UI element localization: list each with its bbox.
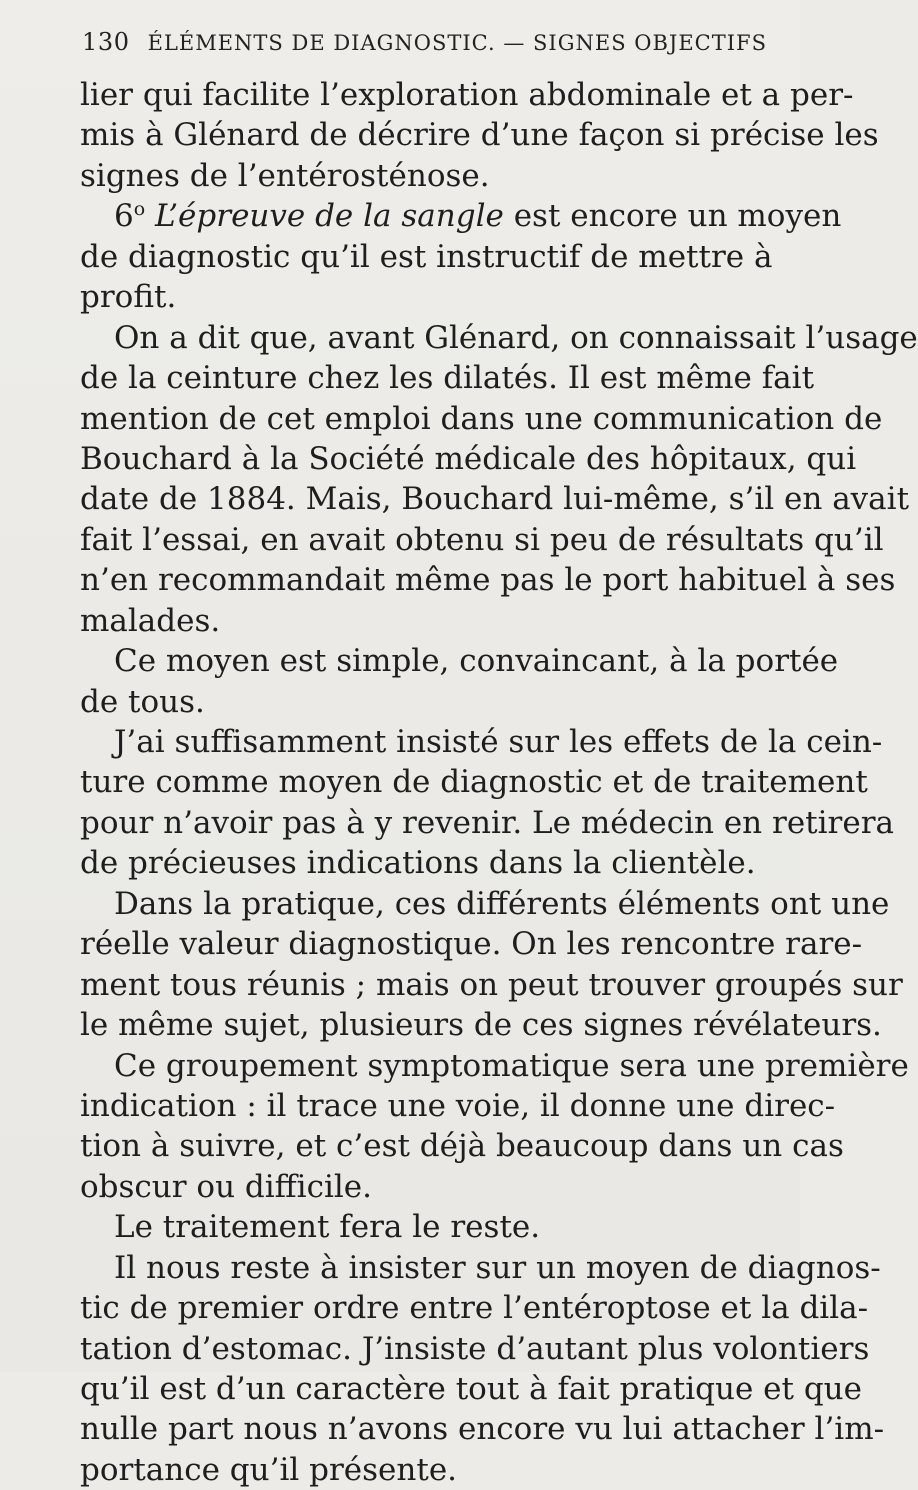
text-line: indication : il trace une voie, il donne une direc- bbox=[80, 1087, 836, 1124]
section-title: L’épreuve de la sangle bbox=[155, 198, 504, 235]
text-line: pour n’avoir pas à y revenir. Le médecin en retirera bbox=[80, 804, 895, 841]
running-header bbox=[82, 28, 767, 68]
text-line: signes de l’entérosténose. bbox=[80, 157, 490, 194]
text-line: date de 1884. Mais, Bouchard lui-même, s’il en avait bbox=[80, 481, 910, 518]
text-line: lier qui facilite l’exploration abdominale et a per- bbox=[80, 77, 854, 113]
section-number: 6 bbox=[114, 198, 134, 235]
text-line: nulle part nous n’avons encore vu lui attacher l’im- bbox=[80, 1411, 885, 1448]
text-line: Dans la pratique, ces différents éléments ont une bbox=[114, 885, 890, 922]
text-line: n’en recommandait même pas le port habituel à ses bbox=[80, 562, 896, 599]
text-line: Le traitement fera le reste. bbox=[114, 1209, 541, 1246]
text-line: Ce groupement symptomatique sera une première bbox=[114, 1047, 909, 1084]
text-line: de précieuses indications dans la clientèle. bbox=[80, 845, 756, 882]
body-text bbox=[80, 75, 918, 1490]
text-line-section-6 bbox=[80, 196, 842, 236]
text-line: Il nous reste à insister sur un moyen de diagnos- bbox=[114, 1249, 881, 1286]
text-line: obscur ou difficile. bbox=[80, 1168, 372, 1205]
text-line: On a dit que, avant Glénard, on connaissait l’usage bbox=[114, 319, 918, 356]
section-number-superscript: o bbox=[133, 198, 146, 221]
text-line: tion à suivre, et c’est déjà beaucoup dans un cas bbox=[80, 1128, 844, 1165]
text-line: profit. bbox=[80, 279, 177, 316]
text-line: J’ai suffisamment insisté sur les effets de la cein- bbox=[114, 724, 883, 760]
text-line: ment tous réunis ; mais on peut trouver groupés sur bbox=[80, 966, 903, 1003]
text-line: ture comme moyen de diagnostic et de traitement bbox=[80, 764, 868, 801]
text-line: le même sujet, plusieurs de ces signes révélateurs. bbox=[80, 1007, 882, 1044]
text-line: fait l’essai, en avait obtenu si peu de résultats qu’il bbox=[80, 521, 884, 558]
running-title: ÉLÉMENTS DE DIAGNOSTIC. — SIGNES OBJECTIFS bbox=[147, 31, 767, 55]
text-line: Bouchard à la Société médicale des hôpitaux, qui bbox=[80, 440, 857, 477]
text-line: mis à Glénard de décrire d’une façon si précise les bbox=[80, 117, 879, 154]
text-line: malades. bbox=[80, 602, 221, 639]
text-line: tic de premier ordre entre l’entéroptose et la dila- bbox=[80, 1290, 869, 1327]
text-line: qu’il est d’un caractère tout à fait pratique et que bbox=[80, 1371, 862, 1407]
text-line: réelle valeur diagnostique. On les rencontre rare- bbox=[80, 926, 863, 963]
text-line: de la ceinture chez les dilatés. Il est même fait bbox=[80, 360, 815, 397]
text-line: portance qu’il présente. bbox=[80, 1451, 458, 1488]
page-number: 130 bbox=[82, 28, 130, 56]
text-line: Ce moyen est simple, convaincant, à la portée bbox=[114, 643, 839, 680]
text-line: de diagnostic qu’il est instructif de mettre à bbox=[80, 238, 773, 275]
text-line: de tous. bbox=[80, 683, 205, 720]
section-lead: est encore un moyen bbox=[513, 198, 842, 235]
text-line: mention de cet emploi dans une communication de bbox=[80, 400, 883, 437]
text-line: tation d’estomac. J’insiste d’autant plus volontiers bbox=[80, 1330, 870, 1367]
